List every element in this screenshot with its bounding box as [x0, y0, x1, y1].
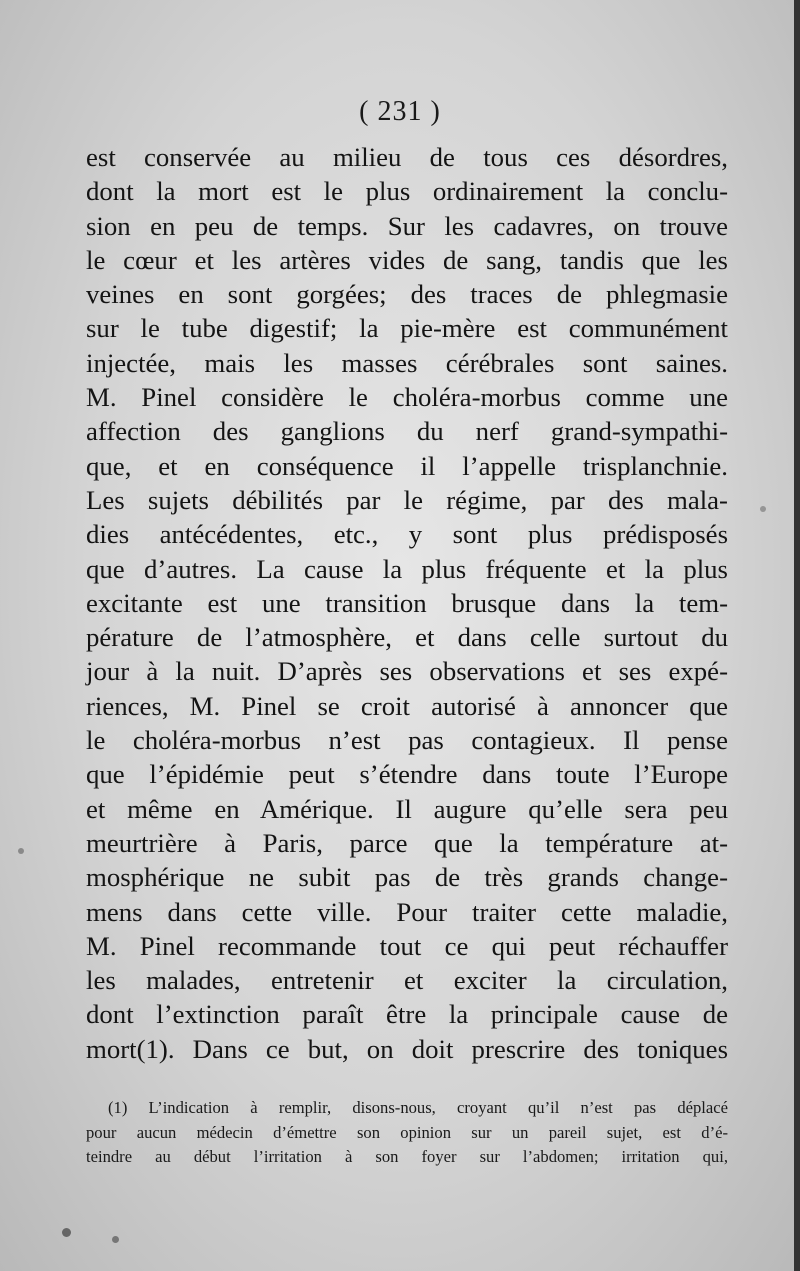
text-line: mosphérique ne subit pas de très grands change- [86, 862, 728, 893]
footnote-line: teindre au début l’irritation à son foyer sur l’abdomen; irritation qui, [86, 1147, 728, 1166]
text-line: sion en peu de temps. Sur les cadavres, on trouve [86, 210, 728, 241]
text-line: est conservée au milieu de tous ces désordres, [86, 142, 728, 172]
footnote-line: pour aucun médecin d’émettre son opinion sur un pareil sujet, est d’é- [86, 1122, 728, 1142]
text-line: affection des ganglions du nerf grand-sympathi- [86, 416, 728, 447]
text-line: les malades, entretenir et exciter la circulation, [86, 965, 728, 996]
text-line: que d’autres. La cause la plus fréquente et la plus [86, 553, 728, 584]
text-line: jour à la nuit. D’après ses observations et ses expé- [86, 656, 728, 687]
footnote [86, 1096, 728, 1170]
text-line: et même en Amérique. Il augure qu’elle sera peu [86, 793, 728, 824]
text-line: meurtrière à Paris, parce que la température at- [86, 827, 728, 858]
text-line: veines en sont gorgées; des traces de phlegmasie [86, 279, 728, 310]
text-line: dies antécédentes, etc., y sont plus prédisposés [86, 519, 728, 550]
text-line: sur le tube digestif; la pie-mère est communément [86, 313, 728, 344]
text-line: dont la mort est le plus ordinairement la conclu- [86, 176, 728, 207]
text-line: excitante est une transition brusque dans la tem- [86, 587, 728, 618]
footnote-line: (1) L’indication à remplir, disons-nous, croyant qu’il n’est pas déplacé [108, 1098, 728, 1117]
text-line: M. Pinel considère le choléra-morbus comme une [86, 382, 728, 413]
text-line: le cœur et les artères vides de sang, tandis que les [86, 244, 728, 275]
ink-speck [62, 1228, 71, 1237]
text-line: pérature de l’atmosphère, et dans celle surtout du [86, 622, 728, 653]
text-line: le choléra-morbus n’est pas contagieux. Il pense [86, 725, 728, 756]
text-line: mort(1). Dans ce but, on doit prescrire des toniques [86, 1033, 728, 1064]
text-line: Les sujets débilités par le régime, par des mala- [86, 484, 728, 515]
text-line: dont l’extinction paraît être la principale cause de [86, 999, 728, 1030]
body-text [86, 140, 728, 1066]
text-line: riences, M. Pinel se croit autorisé à annoncer que [86, 690, 728, 721]
ink-speck [760, 506, 766, 512]
text-line: injectée, mais les masses cérébrales sont saines. [86, 347, 728, 378]
ink-speck [112, 1236, 119, 1243]
text-line: mens dans cette ville. Pour traiter cette maladie, [86, 896, 728, 927]
text-line: M. Pinel recommande tout ce qui peut réchauffer [86, 930, 728, 961]
text-line: que, et en conséquence il l’appelle trisplanchnie. [86, 450, 728, 481]
page-number: ( 231 ) [359, 96, 441, 127]
page-edge-shadow [794, 0, 800, 1271]
ink-speck [18, 848, 24, 854]
text-line: que l’épidémie peut s’étendre dans toute l’Europe [86, 759, 728, 790]
